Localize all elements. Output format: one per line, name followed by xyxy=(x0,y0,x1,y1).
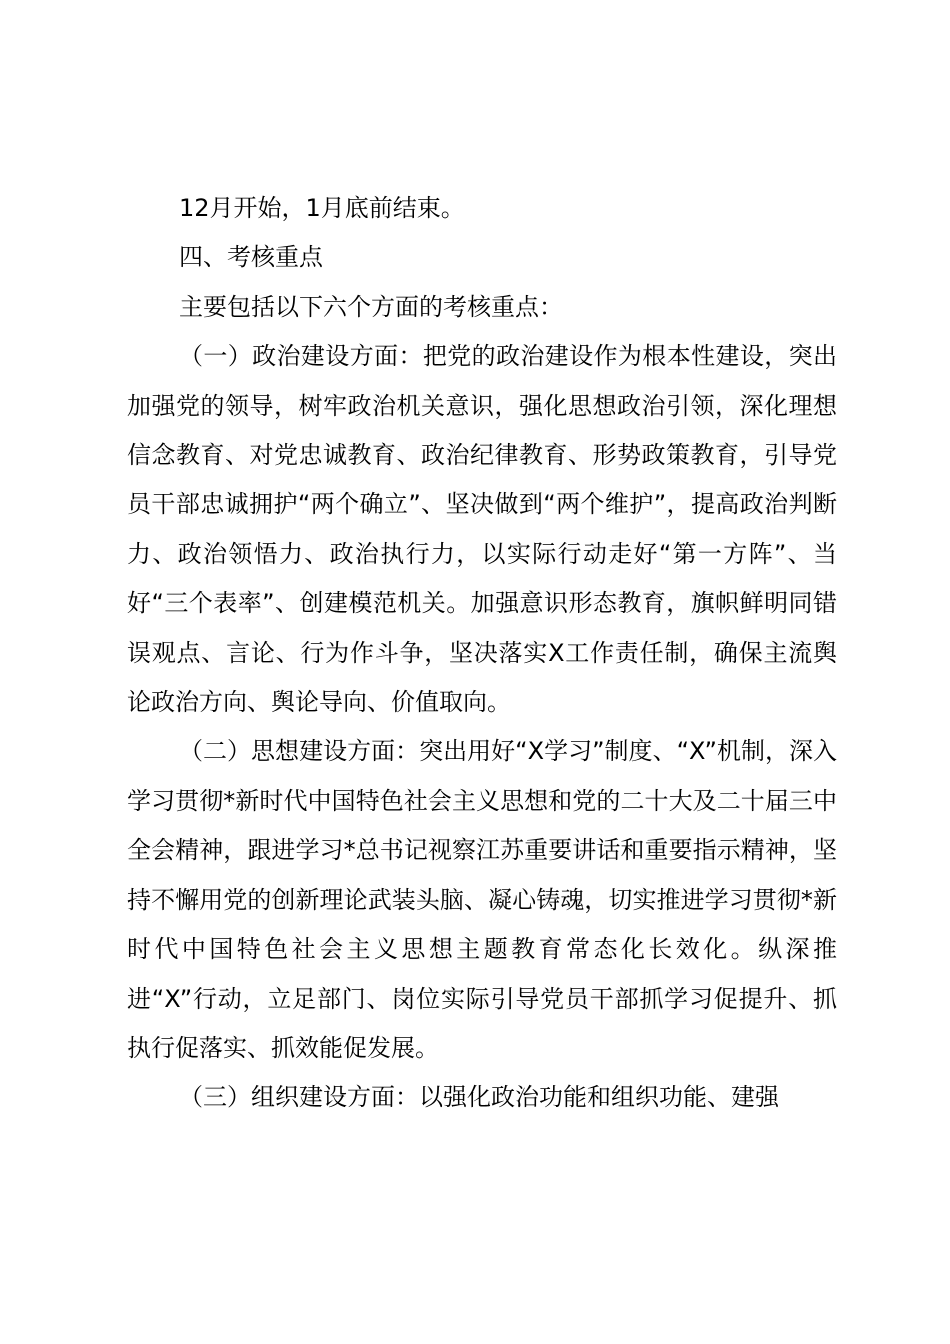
section-heading-assessment-focus: 四、考核重点 xyxy=(179,243,323,272)
paragraph-organizational-building: （三）组织建设方面：以强化政治功能和组织功能、建强 xyxy=(179,1083,779,1112)
paragraph-ideological-building: （二）思想建设方面：突出用好“X学习”制度、“X”机制，深入学习贯彻*新时代中国特色社会主义思想和党的二十大及二十届三中全会精神，跟进学习*总书记视察江苏重要讲话和重要指示精神，坚持不懈用党的创新理论武装头脑、凝心铸魂，切实推进学习贯彻*新时代中国特色社会主义思想主题教育常态化长效化。纵深推进“X”行动，立足部门、岗位实际引导党员干部抓学习促提升、抓执行促落实、抓效能促发展。 xyxy=(127,737,837,1062)
paragraph-political-building: （一）政治建设方面：把党的政治建设作为根本性建设，突出加强党的领导，树牢政治机关意识，强化思想政治引领，深化理想信念教育、对党忠诚教育、政治纪律教育、形势政策教育，引导党员干部忠诚拥护“两个确立”、坚决做到“两个维护”，提高政治判断力、政治领悟力、政治执行力，以实际行动走好“第一方阵”、当好“三个表率”、创建模范机关。加强意识形态教育，旗帜鲜明同错误观点、言论、行为作斗争，坚决落实X工作责任制，确保主流舆论政治方向、舆论导向、价值取向。 xyxy=(127,342,837,717)
paragraph-schedule: 12月开始，1月底前结束。 xyxy=(179,194,465,222)
document-body xyxy=(127,184,837,1123)
paragraph-intro: 主要包括以下六个方面的考核重点： xyxy=(179,292,563,321)
